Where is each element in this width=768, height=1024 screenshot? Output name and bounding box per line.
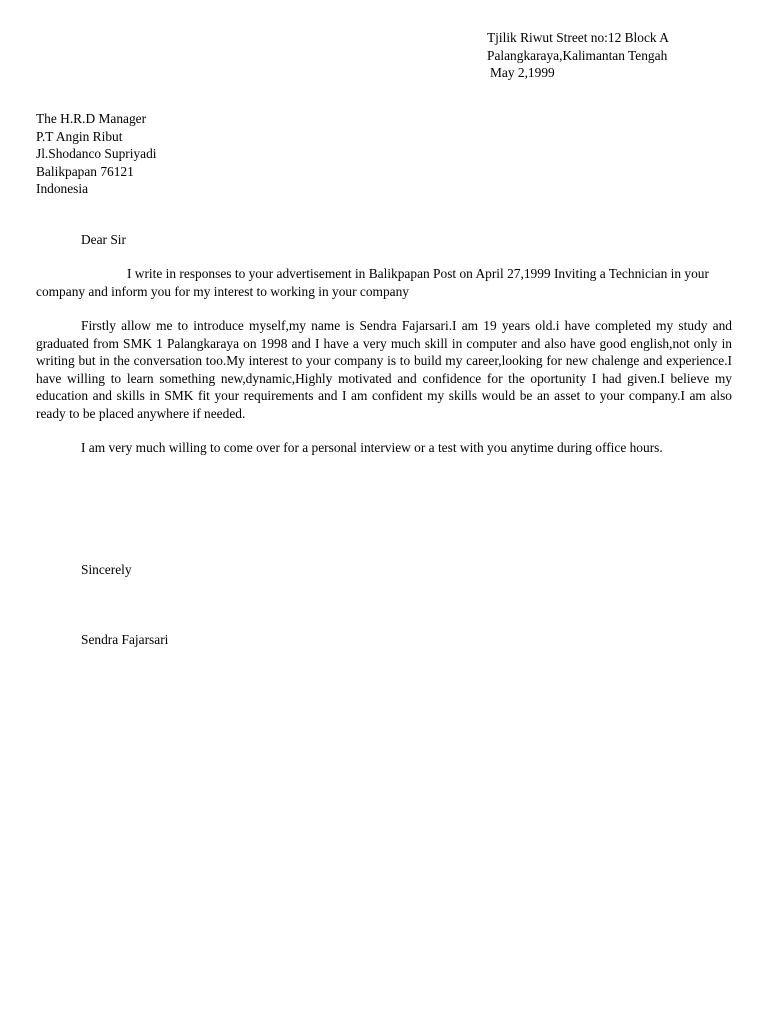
letter-date: May 2,1999 xyxy=(490,65,555,81)
recipient-country: Indonesia xyxy=(36,181,89,197)
recipient-city: Balikpapan 76121 xyxy=(36,163,134,179)
body-paragraph-about: Firstly allow me to introduce myself,my name is Sendra Fajarsari.I am 19 years old.i have completed my study and graduated from SMK 1 Palangkaraya on 1998 and I have a very much skill in computer and also have good english,not only in writing but in the conversation too.My interest to your company is to build my career,looking for new chalenge and experience.I have willing to learn something new,dynamic,Highly motivated and confidence for the oportunity I had given.I believe my education and skills in SMK fit your requirements and I am confident my skills would be an asset to your company.I am also ready to be placed anywhere if needed. xyxy=(36,318,732,421)
salutation: Dear Sir xyxy=(81,232,126,247)
signature-name: Sendra Fajarsari xyxy=(81,632,169,647)
closing: Sincerely xyxy=(81,562,132,577)
recipient-company: P.T Angin Ribut xyxy=(36,128,123,144)
body-paragraph-interview: I am very much willing to come over for a personal interview or a test with you anytime during office hours. xyxy=(81,440,663,455)
sender-city: Palangkaraya,Kalimantan Tengah xyxy=(487,47,668,63)
recipient-title: The H.R.D Manager xyxy=(36,111,147,126)
sender-street: Tjilik Riwut Street no:12 Block A xyxy=(487,30,669,45)
recipient-street: Jl.Shodanco Supriyadi xyxy=(36,146,157,162)
body-paragraph-intro: I write in responses to your advertisement in Balikpapan Post on April 27,1999 Inviting a Technician in your company and inform you for my interest to working in your company xyxy=(36,266,709,299)
recipient-address xyxy=(36,110,157,198)
sender-address xyxy=(487,29,669,82)
